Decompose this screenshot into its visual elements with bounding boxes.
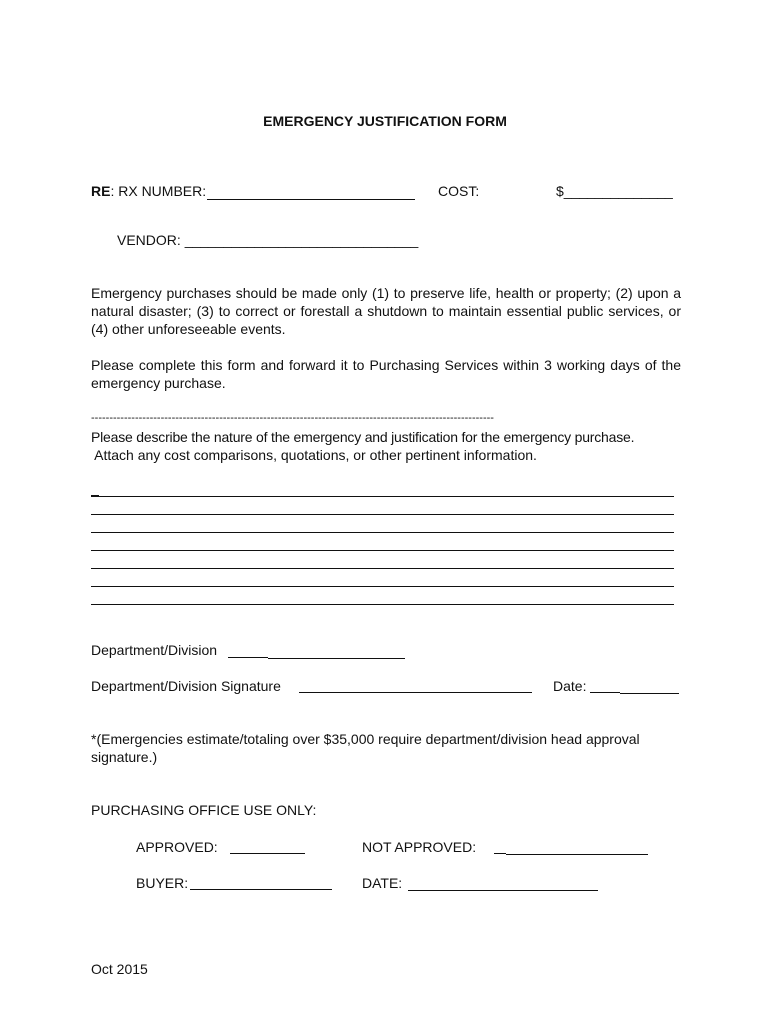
- department-label: Department/Division: [91, 642, 218, 658]
- re-label: RE: [91, 183, 111, 199]
- vendor-label: VENDOR:: [117, 232, 181, 248]
- department-field-mark: [228, 657, 268, 658]
- department-field[interactable]: [268, 658, 405, 659]
- separator-line: --------------------------------------------------------------------------------------------------------------: [91, 412, 494, 424]
- justification-line[interactable]: [91, 586, 674, 587]
- office-use-heading: PURCHASING OFFICE USE ONLY:: [91, 802, 317, 818]
- not-approved-label: NOT APPROVED:: [362, 839, 477, 855]
- justification-line[interactable]: [91, 550, 674, 551]
- re-row: [91, 182, 206, 200]
- cost-dollar-sign: $: [556, 183, 564, 199]
- date-field[interactable]: [620, 693, 679, 694]
- signature-field[interactable]: [299, 692, 532, 693]
- office-date-label: DATE:: [362, 875, 403, 891]
- vendor-field[interactable]: ______________________________: [184, 232, 419, 248]
- not-approved-field-mark: [494, 853, 506, 854]
- intro-paragraph: Emergency purchases should be made only (1) to preserve life, health or property; (2) upon a natural disaster; (3) to correct or forestall a shutdown to maintain essential public services, or (4) other unforeseeable events.: [91, 285, 681, 337]
- footer-date: Oct 2015: [91, 961, 148, 977]
- describe-instruction-1: Please describe the nature of the emergency and justification for the emergency purchase.: [91, 429, 635, 445]
- justification-line[interactable]: [91, 604, 674, 605]
- approved-field[interactable]: [230, 853, 305, 854]
- rx-number-field[interactable]: [207, 199, 415, 200]
- date-label: Date:: [553, 678, 587, 694]
- cost-blank: ______________: [563, 183, 673, 199]
- justification-line[interactable]: [91, 514, 674, 515]
- cost-label: COST:: [438, 183, 480, 199]
- approval-footnote: *(Emergencies estimate/totaling over $35,000 require department/division head approval signature.): [91, 731, 640, 765]
- re-colon: :: [110, 183, 115, 199]
- not-approved-field[interactable]: [506, 854, 648, 855]
- justification-line[interactable]: [91, 532, 674, 533]
- rx-number-label: RX NUMBER:: [118, 183, 207, 199]
- approved-label: APPROVED:: [136, 839, 218, 855]
- buyer-field[interactable]: [190, 889, 332, 890]
- buyer-label: BUYER:: [136, 875, 189, 891]
- date-field-mark: [590, 692, 620, 693]
- justification-line-mark: [91, 495, 99, 496]
- instruction-paragraph: Please complete this form and forward it to Purchasing Services within 3 working days of the emergency purchase.: [91, 357, 681, 391]
- form-title: EMERGENCY JUSTIFICATION FORM: [263, 113, 507, 129]
- justification-line[interactable]: [91, 568, 674, 569]
- signature-label: Department/Division Signature: [91, 678, 281, 694]
- justification-line[interactable]: [91, 496, 674, 497]
- vendor-row: [117, 231, 418, 249]
- describe-instruction-2: Attach any cost comparisons, quotations, or other pertinent information.: [91, 447, 537, 463]
- office-date-field[interactable]: [408, 890, 598, 891]
- cost-field[interactable]: [556, 182, 673, 200]
